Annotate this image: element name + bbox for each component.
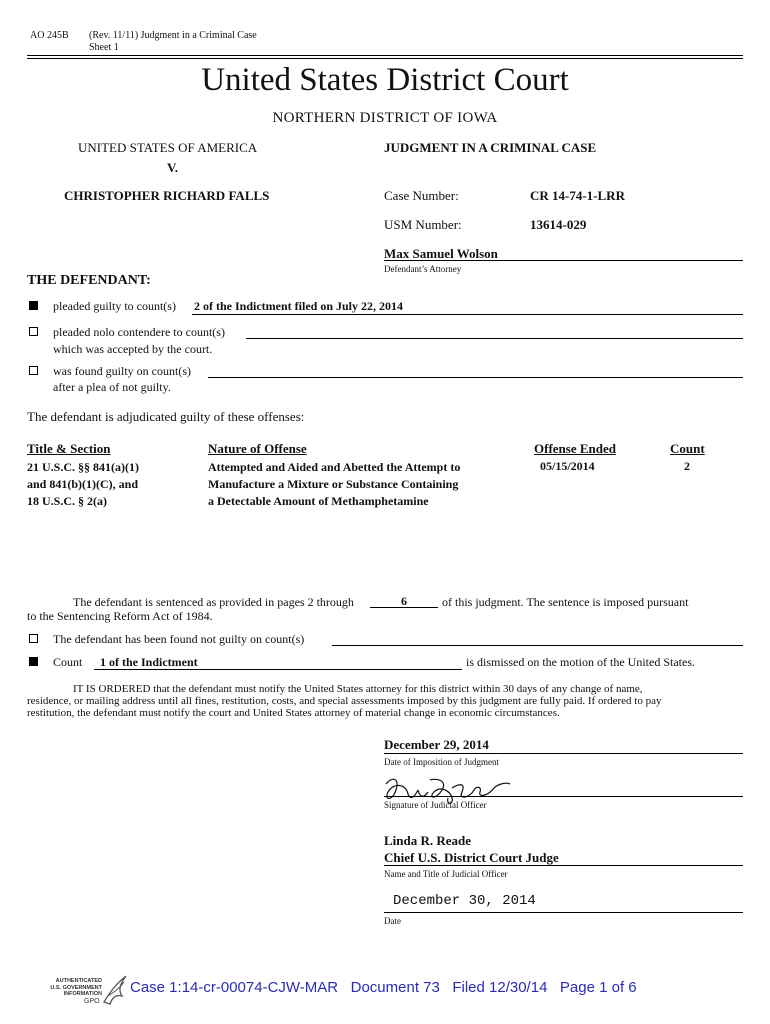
found-guilty-label: was found guilty on count(s) bbox=[53, 364, 191, 378]
imposition-line bbox=[384, 753, 743, 754]
attorney-line bbox=[384, 260, 743, 261]
court-name: United States District Court bbox=[201, 62, 569, 98]
plaintiff-name: UNITED STATES OF AMERICA bbox=[78, 140, 258, 155]
court-district: NORTHERN DISTRICT OF IOWA bbox=[272, 110, 498, 126]
offense-count: 2 bbox=[684, 459, 690, 473]
imposition-date: December 29, 2014 bbox=[384, 737, 489, 752]
offense-title-line: 18 U.S.C. § 2(a) bbox=[27, 494, 107, 508]
judge-name: Linda R. Reade bbox=[384, 833, 472, 848]
offense-nature bbox=[208, 459, 460, 510]
case-filing-stamp: Case 1:14-cr-00074-CJW-MAR Document 73 Filed 12/30/14 Page 1 of 6 bbox=[130, 979, 637, 996]
count-dismissed-checkbox[interactable] bbox=[29, 657, 38, 666]
sentence-text-a: The defendant is sentenced as provided in pages 2 through bbox=[73, 595, 354, 609]
form-id: AO 245B bbox=[30, 30, 69, 41]
seal-text-1: AUTHENTICATED bbox=[55, 978, 102, 984]
usm-number: 13614-029 bbox=[530, 217, 587, 232]
name-title-caption: Name and Title of Judicial Officer bbox=[384, 869, 508, 879]
attorney-caption: Defendant’s Attorney bbox=[384, 264, 462, 274]
pleaded-guilty-counts: 2 of the Indictment filed on July 22, 2014 bbox=[194, 299, 404, 313]
signature-line bbox=[384, 796, 743, 797]
nolo-contendere-label-2: which was accepted by the court. bbox=[53, 342, 213, 356]
nolo-contendere-checkbox[interactable] bbox=[29, 327, 38, 336]
date-caption: Date bbox=[384, 916, 401, 926]
signed-date: December 30, 2014 bbox=[393, 893, 536, 909]
found-guilty-checkbox[interactable] bbox=[29, 366, 38, 375]
case-number: CR 14-74-1-LRR bbox=[530, 188, 625, 203]
sheet-number: Sheet 1 bbox=[89, 42, 119, 53]
not-guilty-label: The defendant has been found not guilty on count(s) bbox=[53, 632, 305, 646]
seal-text-2: U.S. GOVERNMENT bbox=[50, 984, 102, 991]
offense-nature-line: a Detectable Amount of Methamphetamine bbox=[208, 494, 429, 508]
document-type: JUDGMENT IN A CRIMINAL CASE bbox=[384, 140, 597, 155]
offense-nature-line: Manufacture a Mixture or Substance Containing bbox=[208, 477, 459, 491]
date-line bbox=[384, 912, 743, 913]
nolo-contendere-label: pleaded nolo contendere to count(s) bbox=[53, 325, 225, 339]
seal-text-3: INFORMATION bbox=[63, 991, 102, 997]
seal-text-gpo: GPO bbox=[84, 998, 100, 1005]
found-guilty-label-2: after a plea of not guilty. bbox=[53, 380, 171, 394]
header-rule bbox=[27, 55, 743, 56]
judge-line bbox=[384, 865, 743, 866]
defense-attorney: Max Samuel Wolson bbox=[384, 246, 498, 261]
sentence-text-b: of this judgment. The sentence is imposed pursuant bbox=[442, 595, 689, 609]
usm-number-label: USM Number: bbox=[384, 217, 462, 232]
count-dismissed-value: 1 of the Indictment bbox=[100, 655, 198, 669]
sentence-text-c: to the Sentencing Reform Act of 1984. bbox=[27, 609, 213, 623]
not-guilty-checkbox[interactable] bbox=[29, 634, 38, 643]
nolo-contendere-line bbox=[246, 338, 743, 339]
imposition-caption: Date of Imposition of Judgment bbox=[384, 757, 499, 767]
ordered-line-3: restitution, the defendant must notify the court and United States attorney of material change in economic circumstances. bbox=[27, 707, 560, 719]
pleaded-guilty-line bbox=[192, 314, 743, 315]
form-revision: (Rev. 11/11) Judgment in a Criminal Case bbox=[89, 30, 257, 41]
judge-title: Chief U.S. District Court Judge bbox=[384, 850, 559, 865]
eagle-icon bbox=[100, 972, 130, 1008]
sentence-pages: 6 bbox=[401, 594, 407, 608]
ordered-paragraph bbox=[27, 683, 743, 719]
dismissed-text: is dismissed on the motion of the United States. bbox=[466, 655, 695, 669]
col-offense-ended: Offense Ended bbox=[534, 441, 616, 456]
defendant-name: CHRISTOPHER RICHARD FALLS bbox=[64, 188, 270, 203]
found-guilty-line bbox=[208, 377, 743, 378]
defendant-heading: THE DEFENDANT: bbox=[27, 273, 151, 288]
header-rule-2 bbox=[27, 58, 743, 59]
gpo-seal bbox=[40, 972, 130, 1012]
offense-title-line: 21 U.S.C. §§ 841(a)(1) bbox=[27, 460, 139, 474]
signature-caption: Signature of Judicial Officer bbox=[384, 800, 487, 810]
offense-ended-date: 05/15/2014 bbox=[540, 459, 595, 473]
col-title-section: Title & Section bbox=[27, 441, 111, 456]
pleaded-guilty-checkbox[interactable] bbox=[29, 301, 38, 310]
ordered-line-1: IT IS ORDERED that the defendant must notify the United States attorney for this district within 30 days of any change of name, bbox=[73, 683, 643, 695]
ordered-line-2: residence, or mailing address until all fines, restitution, costs, and special assessments imposed by this judgment are fully paid. If ordered to pay bbox=[27, 695, 662, 707]
case-number-label: Case Number: bbox=[384, 188, 459, 203]
col-count: Count bbox=[670, 441, 705, 456]
offense-title-line: and 841(b)(1)(C), and bbox=[27, 477, 139, 491]
versus-label: V. bbox=[167, 160, 178, 175]
offenses-intro: The defendant is adjudicated guilty of these offenses: bbox=[27, 409, 305, 424]
pleaded-guilty-label: pleaded guilty to count(s) bbox=[53, 299, 176, 313]
count-label: Count bbox=[53, 655, 83, 669]
col-nature-of-offense: Nature of Offense bbox=[208, 441, 307, 456]
offense-nature-line: Attempted and Aided and Abetted the Attempt to bbox=[208, 460, 461, 474]
not-guilty-line bbox=[332, 645, 743, 646]
offense-title-section bbox=[27, 459, 139, 510]
count-dismissed-line bbox=[94, 669, 462, 670]
